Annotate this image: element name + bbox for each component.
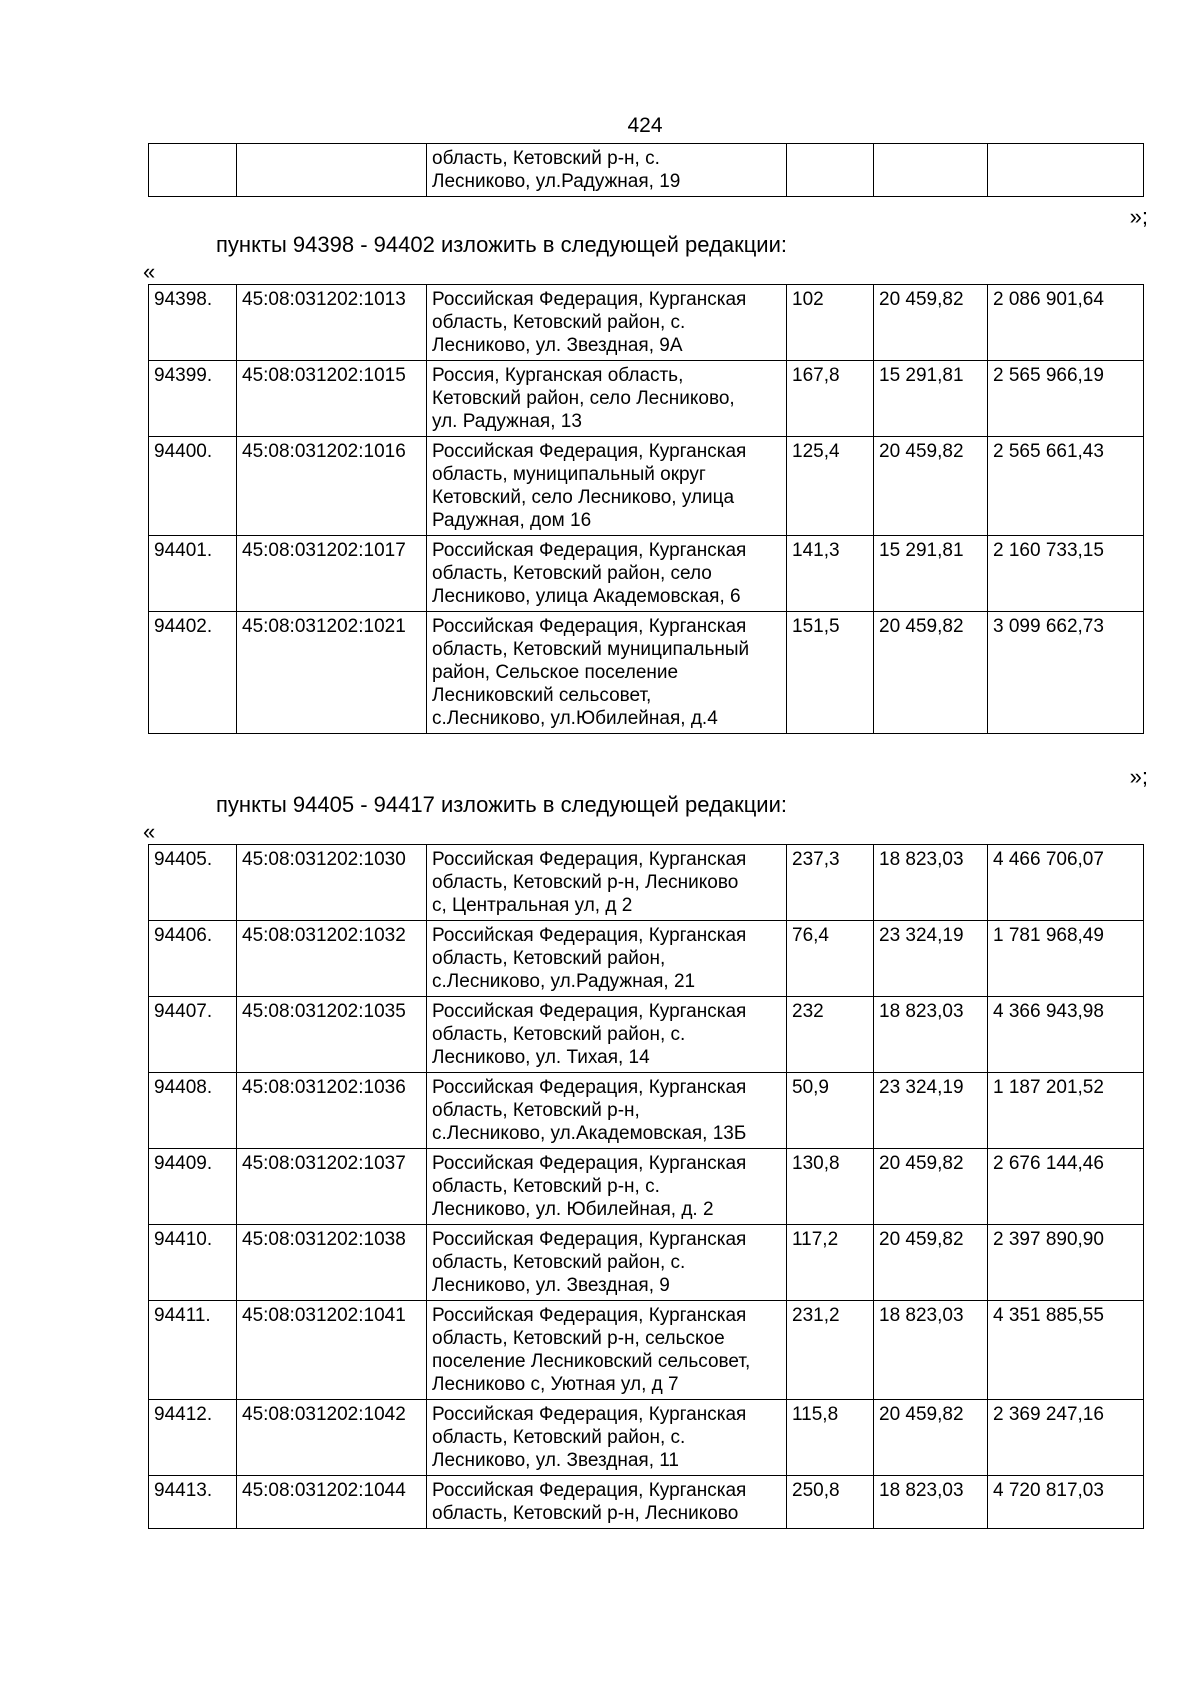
cell-address: Российская Федерация, Курганская область, муниципальный округ Кетовский, село Лесниково, улица Радужная, дом 16: [427, 437, 787, 536]
cell-address: Российская Федерация, Курганская область, Кетовский район, с. Лесниково, ул. Тихая, 14: [427, 997, 787, 1073]
cell-area: 250,8: [787, 1476, 874, 1529]
cell-cadastral-value: 1 187 201,52: [988, 1073, 1144, 1149]
page-number: 424: [627, 114, 663, 137]
cell-cadastral-value: 2 565 966,19: [988, 361, 1144, 437]
cell-specific-value: 23 324,19: [874, 1073, 988, 1149]
cell-specific-value: 20 459,82: [874, 437, 988, 536]
cell-row-number: 94406.: [149, 921, 237, 997]
cell-address: Российская Федерация, Курганская область, Кетовский муниципальный район, Сельское поселение Лесниковский сельсовет, с.Лесниково, ул.Юбилейная, д.4: [427, 612, 787, 734]
cell-specific-value: 18 823,03: [874, 1301, 988, 1400]
cell-address: Россия, Курганская область, Кетовский район, село Лесниково, ул. Радужная, 13: [427, 361, 787, 437]
cell-cadastral-value: 2 676 144,46: [988, 1149, 1144, 1225]
cell-row-number: 94409.: [149, 1149, 237, 1225]
cell-area: 141,3: [787, 536, 874, 612]
cell-cadastral-value: 2 565 661,43: [988, 437, 1144, 536]
cell-area: 232: [787, 997, 874, 1073]
table-row: [149, 1073, 1144, 1149]
section1-open-quote: «: [143, 259, 156, 284]
table-row: [149, 1476, 1144, 1529]
cell-specific-value: 15 291,81: [874, 536, 988, 612]
table-row: [149, 285, 1144, 361]
cell-cadastral-value: 4 351 885,55: [988, 1301, 1144, 1400]
section2-table: [148, 844, 1144, 1529]
cell-cadastral-value: 3 099 662,73: [988, 612, 1144, 734]
cell-address: Российская Федерация, Курганская область, Кетовский р-н, с.Лесниково, ул.Академовская, 13Б: [427, 1073, 787, 1149]
top-table: [148, 143, 1144, 197]
cell-cadastral-number: 45:08:031202:1015: [237, 361, 427, 437]
cell-row-number: 94400.: [149, 437, 237, 536]
cell-cadastral-number: 45:08:031202:1044: [237, 1476, 427, 1529]
cell-row-number: 94412.: [149, 1400, 237, 1476]
cell-row-number: [149, 144, 237, 197]
cell-cadastral-value: 2 369 247,16: [988, 1400, 1144, 1476]
cell-cadastral-number: 45:08:031202:1016: [237, 437, 427, 536]
cell-cadastral-number: 45:08:031202:1042: [237, 1400, 427, 1476]
section2-open-quote: «: [143, 819, 156, 844]
cell-row-number: 94408.: [149, 1073, 237, 1149]
cell-area: 50,9: [787, 1073, 874, 1149]
cell-address: Российская Федерация, Курганская область, Кетовский р-н, Лесниково с, Центральная ул, д 2: [427, 845, 787, 921]
table-row: [149, 1149, 1144, 1225]
cell-area: 167,8: [787, 361, 874, 437]
cell-cadastral-number: 45:08:031202:1036: [237, 1073, 427, 1149]
cell-cadastral-number: 45:08:031202:1021: [237, 612, 427, 734]
section2-close-quote: »;: [1129, 764, 1148, 789]
cell-cadastral-number: 45:08:031202:1038: [237, 1225, 427, 1301]
cell-specific-value: [874, 144, 988, 197]
table-row: [149, 1301, 1144, 1400]
cell-specific-value: 18 823,03: [874, 997, 988, 1073]
cell-cadastral-value: 4 466 706,07: [988, 845, 1144, 921]
table-row: [149, 361, 1144, 437]
cell-row-number: 94407.: [149, 997, 237, 1073]
cell-specific-value: 18 823,03: [874, 845, 988, 921]
cell-area: [787, 144, 874, 197]
cell-specific-value: 20 459,82: [874, 1225, 988, 1301]
cell-row-number: 94410.: [149, 1225, 237, 1301]
cell-cadastral-number: [237, 144, 427, 197]
table-row: [149, 536, 1144, 612]
cell-cadastral-value: 4 366 943,98: [988, 997, 1144, 1073]
section1-close-quote: »;: [1129, 204, 1148, 229]
cell-row-number: 94405.: [149, 845, 237, 921]
cell-cadastral-value: [988, 144, 1144, 197]
cell-address: Российская Федерация, Курганская область, Кетовский р-н, Лесниково: [427, 1476, 787, 1529]
cell-area: 102: [787, 285, 874, 361]
cell-specific-value: 23 324,19: [874, 921, 988, 997]
table-row: [149, 921, 1144, 997]
table-row: [149, 437, 1144, 536]
cell-area: 115,8: [787, 1400, 874, 1476]
cell-row-number: 94411.: [149, 1301, 237, 1400]
cell-cadastral-number: 45:08:031202:1037: [237, 1149, 427, 1225]
cell-address: Российская Федерация, Курганская область, Кетовский район, с.Лесниково, ул.Радужная, 21: [427, 921, 787, 997]
cell-cadastral-number: 45:08:031202:1041: [237, 1301, 427, 1400]
cell-area: 130,8: [787, 1149, 874, 1225]
cell-address: область, Кетовский р-н, с. Лесниково, ул.Радужная, 19: [427, 144, 787, 197]
cell-cadastral-value: 4 720 817,03: [988, 1476, 1144, 1529]
cell-cadastral-number: 45:08:031202:1013: [237, 285, 427, 361]
cell-row-number: 94402.: [149, 612, 237, 734]
cell-cadastral-value: 2 086 901,64: [988, 285, 1144, 361]
cell-cadastral-number: 45:08:031202:1017: [237, 536, 427, 612]
cell-cadastral-value: 2 160 733,15: [988, 536, 1144, 612]
section1-instruction: пункты 94398 - 94402 изложить в следующей редакции:: [216, 232, 788, 257]
cell-row-number: 94398.: [149, 285, 237, 361]
cell-address: Российская Федерация, Курганская область, Кетовский район, с. Лесниково, ул. Звездная, 9: [427, 1225, 787, 1301]
cell-area: 151,5: [787, 612, 874, 734]
cell-address: Российская Федерация, Курганская область, Кетовский р-н, сельское поселение Лесниковский сельсовет, Лесниково с, Уютная ул, д 7: [427, 1301, 787, 1400]
cell-cadastral-number: 45:08:031202:1035: [237, 997, 427, 1073]
cell-specific-value: 20 459,82: [874, 612, 988, 734]
cell-area: 237,3: [787, 845, 874, 921]
cell-area: 125,4: [787, 437, 874, 536]
cell-cadastral-value: 2 397 890,90: [988, 1225, 1144, 1301]
cell-row-number: 94413.: [149, 1476, 237, 1529]
section1-table: [148, 284, 1144, 734]
cell-address: Российская Федерация, Курганская область, Кетовский район, с. Лесниково, ул. Звездная, 9А: [427, 285, 787, 361]
cell-specific-value: 20 459,82: [874, 285, 988, 361]
table-row: [149, 612, 1144, 734]
cell-specific-value: 18 823,03: [874, 1476, 988, 1529]
cell-cadastral-number: 45:08:031202:1030: [237, 845, 427, 921]
table-row: [149, 845, 1144, 921]
cell-area: 76,4: [787, 921, 874, 997]
cell-row-number: 94401.: [149, 536, 237, 612]
cell-specific-value: 20 459,82: [874, 1149, 988, 1225]
cell-cadastral-number: 45:08:031202:1032: [237, 921, 427, 997]
table-row: [149, 997, 1144, 1073]
table-row: [149, 1225, 1144, 1301]
section2-instruction: пункты 94405 - 94417 изложить в следующей редакции:: [216, 792, 788, 817]
table-row: [149, 1400, 1144, 1476]
cell-address: Российская Федерация, Курганская область, Кетовский район, с. Лесниково, ул. Звездная, 11: [427, 1400, 787, 1476]
cell-row-number: 94399.: [149, 361, 237, 437]
cell-area: 231,2: [787, 1301, 874, 1400]
cell-address: Российская Федерация, Курганская область, Кетовский район, село Лесниково, улица Академовская, 6: [427, 536, 787, 612]
cell-specific-value: 15 291,81: [874, 361, 988, 437]
cell-specific-value: 20 459,82: [874, 1400, 988, 1476]
table-row: [149, 144, 1144, 197]
cell-area: 117,2: [787, 1225, 874, 1301]
cell-cadastral-value: 1 781 968,49: [988, 921, 1144, 997]
cell-address: Российская Федерация, Курганская область, Кетовский р-н, с. Лесниково, ул. Юбилейная, д. 2: [427, 1149, 787, 1225]
